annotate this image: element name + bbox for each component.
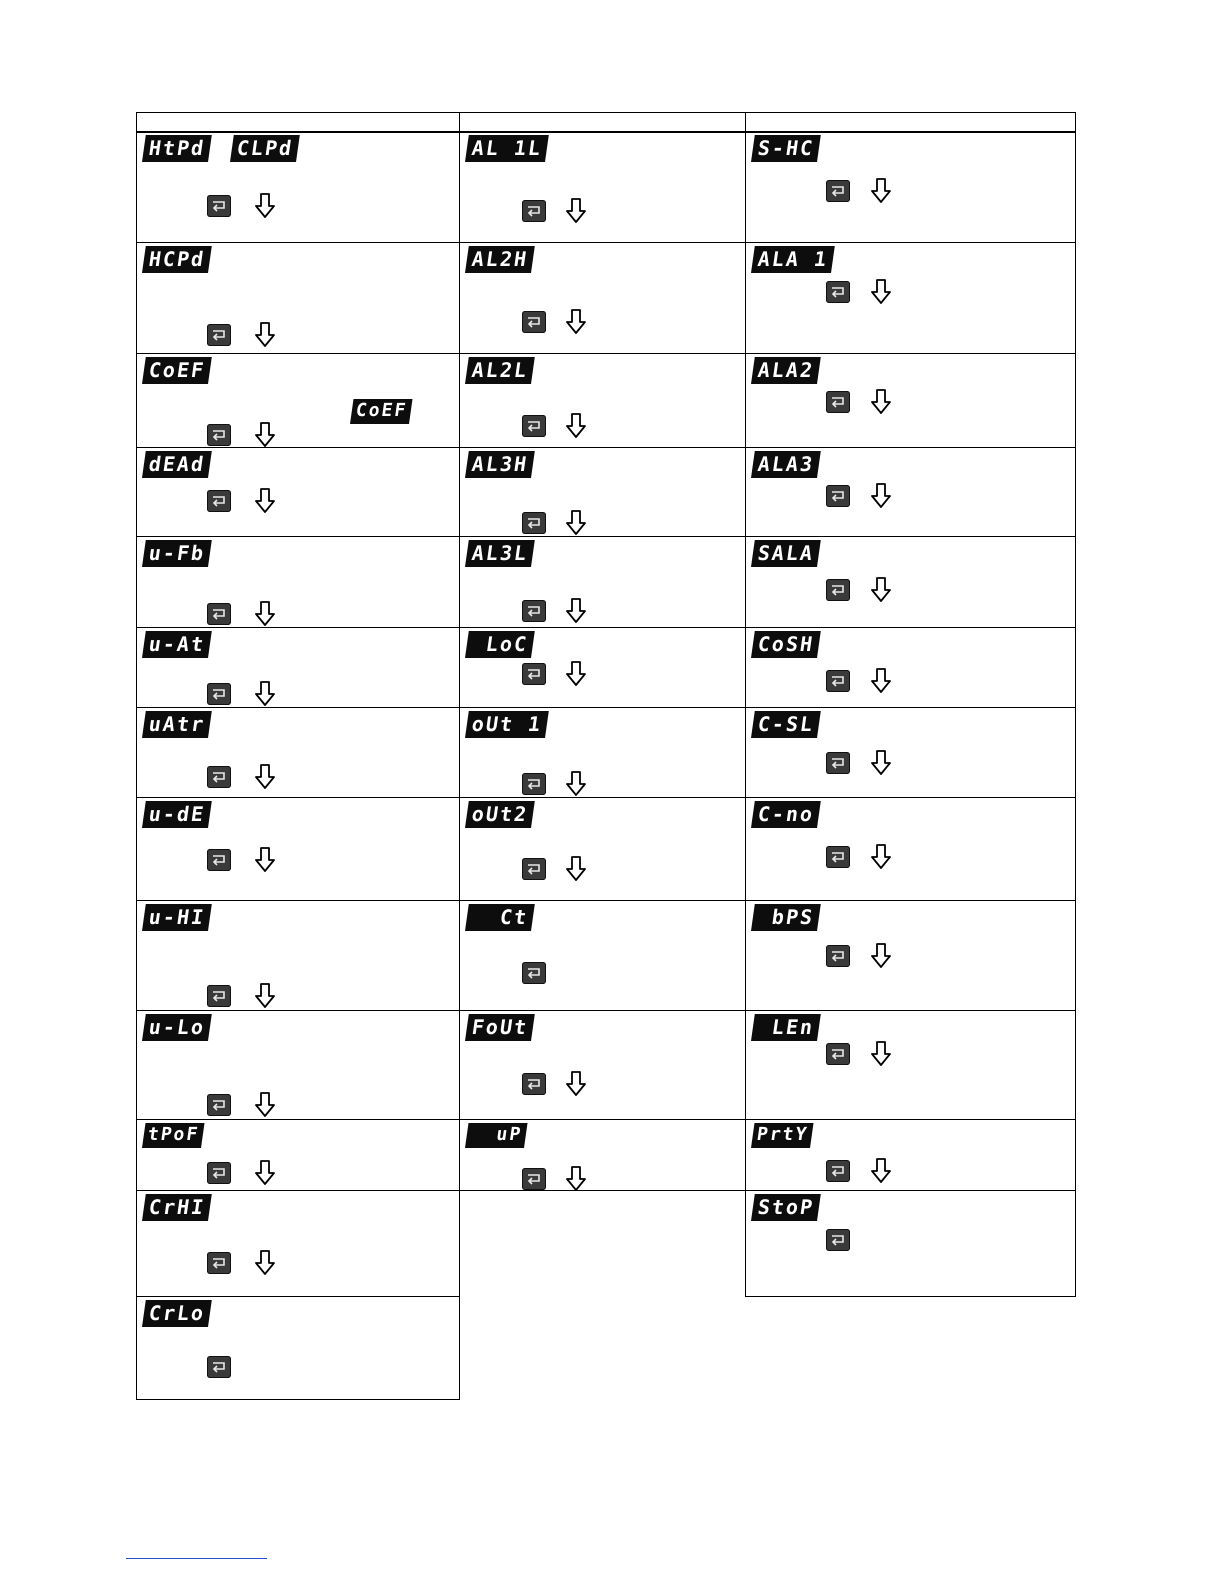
- enter-key-icon: [826, 180, 850, 202]
- down-arrow-icon: [255, 1092, 275, 1118]
- enter-key-icon: [207, 766, 231, 788]
- enter-key-icon: [826, 846, 850, 868]
- lcd-code: oUt 1: [465, 711, 549, 738]
- down-arrow-icon: [871, 844, 891, 870]
- enter-key-icon: [522, 773, 546, 795]
- down-arrow-icon: [871, 1158, 891, 1184]
- enter-key-icon: [207, 1252, 231, 1274]
- down-arrow-icon: [255, 764, 275, 790]
- lcd-code: u-dE: [142, 801, 212, 828]
- lcd-code: u-Fb: [142, 540, 212, 567]
- lcd-code: AL2L: [465, 357, 535, 384]
- lcd-code: dEAd: [142, 451, 212, 478]
- down-arrow-icon: [255, 1160, 275, 1186]
- enter-key-icon: [826, 1043, 850, 1065]
- lcd-code: LEn: [751, 1014, 821, 1041]
- column-header-1: [136, 112, 460, 133]
- enter-key-icon: [207, 424, 231, 446]
- lcd-code: bPS: [751, 904, 821, 931]
- down-arrow-icon: [871, 750, 891, 776]
- enter-key-icon: [826, 391, 850, 413]
- down-arrow-icon: [255, 847, 275, 873]
- down-arrow-icon: [255, 193, 275, 219]
- lcd-code: u-HI: [142, 904, 212, 931]
- lcd-code: AL3H: [465, 451, 535, 478]
- lcd-code: ALA3: [751, 451, 821, 478]
- down-arrow-icon: [255, 322, 275, 348]
- enter-key-icon: [207, 324, 231, 346]
- down-arrow-icon: [871, 943, 891, 969]
- enter-key-icon: [826, 670, 850, 692]
- enter-key-icon: [522, 1073, 546, 1095]
- down-arrow-icon: [871, 279, 891, 305]
- enter-key-icon: [207, 683, 231, 705]
- lcd-code: uAtr: [142, 711, 212, 738]
- lcd-code: CrLo: [142, 1300, 212, 1327]
- down-arrow-icon: [871, 178, 891, 204]
- enter-key-icon: [207, 1356, 231, 1378]
- lcd-code: HCPd: [142, 246, 212, 273]
- enter-key-icon: [826, 945, 850, 967]
- lcd-code: C-no: [751, 801, 821, 828]
- enter-key-icon: [826, 1229, 850, 1251]
- enter-key-icon: [826, 579, 850, 601]
- enter-key-icon: [207, 985, 231, 1007]
- down-arrow-icon: [255, 488, 275, 514]
- lcd-code: u-Lo: [142, 1014, 212, 1041]
- down-arrow-icon: [566, 1166, 586, 1192]
- lcd-code: PrtY: [751, 1123, 814, 1148]
- lcd-code: CLPd: [230, 135, 300, 162]
- enter-key-icon: [522, 311, 546, 333]
- enter-key-icon: [826, 281, 850, 303]
- enter-key-icon: [522, 1168, 546, 1190]
- enter-key-icon: [207, 849, 231, 871]
- down-arrow-icon: [871, 483, 891, 509]
- down-arrow-icon: [566, 856, 586, 882]
- lcd-code: CoEF: [142, 357, 212, 384]
- down-arrow-icon: [871, 577, 891, 603]
- lcd-code: FoUt: [465, 1014, 535, 1041]
- down-arrow-icon: [255, 422, 275, 448]
- lcd-code: ALA2: [751, 357, 821, 384]
- enter-key-icon: [522, 962, 546, 984]
- enter-key-icon: [207, 195, 231, 217]
- enter-key-icon: [826, 1160, 850, 1182]
- footer-rule: [126, 1558, 267, 1559]
- down-arrow-icon: [566, 198, 586, 224]
- down-arrow-icon: [566, 661, 586, 687]
- enter-key-icon: [522, 415, 546, 437]
- enter-key-icon: [522, 600, 546, 622]
- lcd-code: SALA: [751, 540, 821, 567]
- enter-key-icon: [826, 485, 850, 507]
- enter-key-icon: [207, 490, 231, 512]
- down-arrow-icon: [566, 598, 586, 624]
- lcd-code: Ct: [465, 904, 535, 931]
- lcd-code: C-SL: [751, 711, 821, 738]
- down-arrow-icon: [566, 309, 586, 335]
- lcd-code: tPoF: [142, 1123, 205, 1148]
- down-arrow-icon: [255, 601, 275, 627]
- lcd-code: AL3L: [465, 540, 535, 567]
- lcd-code: CoSH: [751, 631, 821, 658]
- enter-key-icon: [522, 512, 546, 534]
- lcd-code: CrHI: [142, 1194, 212, 1221]
- column-header-3: [745, 112, 1076, 133]
- down-arrow-icon: [871, 668, 891, 694]
- down-arrow-icon: [566, 510, 586, 536]
- down-arrow-icon: [566, 413, 586, 439]
- lcd-code: ALA 1: [751, 246, 835, 273]
- lcd-code: HtPd: [142, 135, 212, 162]
- down-arrow-icon: [255, 681, 275, 707]
- down-arrow-icon: [871, 1041, 891, 1067]
- down-arrow-icon: [255, 983, 275, 1009]
- enter-key-icon: [522, 663, 546, 685]
- lcd-code: uP: [465, 1123, 528, 1148]
- lcd-code: StoP: [751, 1194, 821, 1221]
- enter-key-icon: [522, 200, 546, 222]
- down-arrow-icon: [871, 389, 891, 415]
- enter-key-icon: [207, 1094, 231, 1116]
- enter-key-icon: [207, 1162, 231, 1184]
- lcd-code: AL 1L: [465, 135, 549, 162]
- down-arrow-icon: [566, 1071, 586, 1097]
- lcd-code: u-At: [142, 631, 212, 658]
- lcd-code: S-HC: [751, 135, 821, 162]
- enter-key-icon: [826, 752, 850, 774]
- column-header-2: [459, 112, 746, 133]
- lcd-code: AL2H: [465, 246, 535, 273]
- lcd-code: LoC: [465, 631, 535, 658]
- enter-key-icon: [522, 858, 546, 880]
- enter-key-icon: [207, 603, 231, 625]
- down-arrow-icon: [255, 1250, 275, 1276]
- lcd-code: oUt2: [465, 801, 535, 828]
- lcd-code-inline: CoEF: [350, 399, 413, 424]
- down-arrow-icon: [566, 771, 586, 797]
